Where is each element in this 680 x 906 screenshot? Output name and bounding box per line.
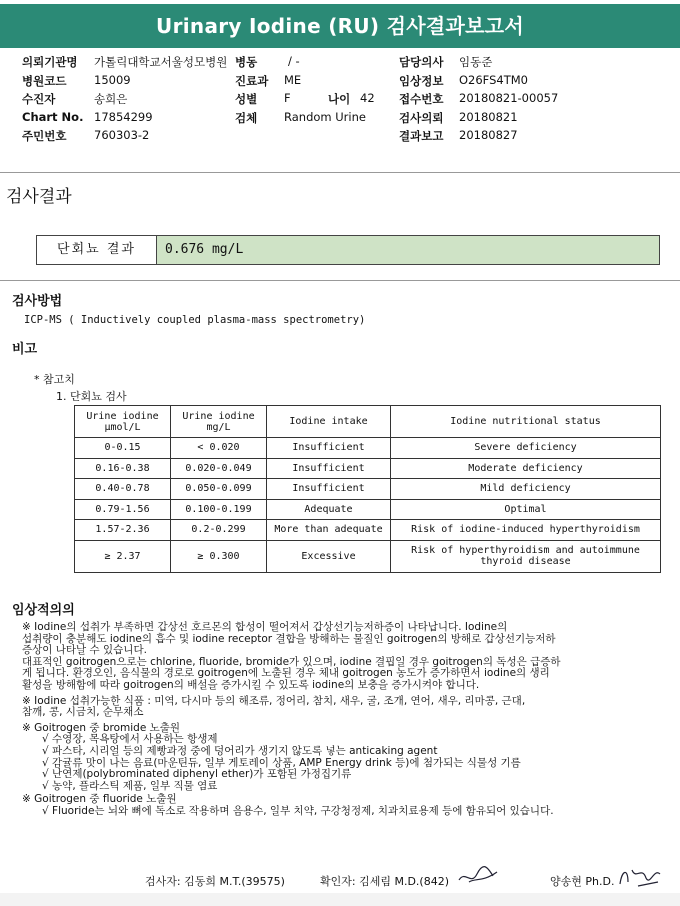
list-item: √ 수영장, 목욕탕에서 사용하는 항생제 [42, 733, 218, 746]
value-sex: F [284, 91, 291, 105]
director-name: 양송현 Ph.D. [550, 875, 615, 888]
table-cell: < 0.020 [171, 438, 267, 459]
list-item: √ 난연제(polybrominated diphenyl ether)가 포함된 가정집기류 [42, 768, 352, 781]
info-row-4 [22, 110, 672, 129]
table-row [75, 499, 661, 520]
info-row-1 [22, 54, 672, 73]
info-row-2 [22, 73, 672, 92]
table-cell: 0.16-0.38 [75, 458, 171, 479]
label-hospital-code: 병원코드 [22, 73, 67, 88]
table-cell: Insufficient [267, 438, 391, 459]
label-requesting-institution: 의뢰기관명 [22, 55, 78, 69]
column-header: Iodine intake [267, 406, 391, 438]
fluoride-list [22, 806, 672, 818]
column-header: Iodine nutritional status [391, 406, 661, 438]
clinical-paragraph: ※ Iodine의 섭취가 부족하면 갑상선 호르몬의 합성이 떨어져서 갑상선기능저하증이 나타납니다. Iodine의 섭취량이 충분해도 iodine의 흡수 및 iodine receptor 결합을 방해하는 물질인 goitrogen의 방해로 갑상선기능저하 증상이 나타날 수 있습니다. 대표적인 goitrogen으로는 chlorine, fluoride, bromide가 있으며, iodine 결핍일 경우 goitrogen의 독성은 급증하 게 됩니다. 환경오인, 음식물의 경로로 goitrogen에 노출된 경우 체내 goitrogen 농도가 증가하면서 iodine의 생리 활성을 방해함에 따라 goitrogen의 배설을 증가시킬 수 있도록 iodine의 보충을 증가시켜야 합니다. [22, 621, 561, 691]
value-test-request-date: 20180821 [459, 109, 518, 124]
clinical-notes [22, 622, 672, 818]
label-attending-doctor: 담당의사 [399, 55, 444, 69]
label-age: 나이 [328, 92, 351, 106]
result-box [36, 235, 660, 265]
result-heading: 검사결과 [6, 187, 72, 207]
table-cell: Adequate [267, 499, 391, 520]
bromide-list [22, 734, 672, 792]
value-result-report-date: 20180827 [459, 128, 518, 142]
table-row [75, 458, 661, 479]
label-ward: 병동 [235, 55, 258, 69]
list-item: √ 파스타, 시리얼 등의 제빵과정 중에 덩어리가 생기지 않도록 넣는 anticaking agent [42, 744, 438, 757]
table-cell: Insufficient [267, 479, 391, 500]
table-cell: Optimal [391, 499, 661, 520]
value-specimen: Random Urine [284, 109, 366, 124]
label-specimen: 검체 [235, 110, 258, 125]
list-item: √ 농약, 플라스틱 제품, 일부 직물 염료 [42, 779, 218, 792]
value-age: 42 [360, 91, 375, 105]
table-row [75, 479, 661, 500]
value-clinical-info: O26FS4TM0 [459, 72, 528, 87]
table-cell: Excessive [267, 540, 391, 572]
label-result-report-date: 결과보고 [399, 129, 444, 143]
table-cell: Severe deficiency [391, 438, 661, 459]
patient-info [22, 54, 672, 147]
value-resident-number: 760303-2 [94, 128, 150, 142]
remarks-heading: 비고 [12, 342, 38, 357]
value-chart-no: 17854299 [94, 109, 153, 124]
value-ward: / - [288, 54, 300, 68]
signature-director [614, 860, 666, 892]
reference-table [74, 405, 661, 573]
table-cell: 0-0.15 [75, 438, 171, 459]
method-heading: 검사방법 [12, 294, 63, 309]
label-patient-name: 수진자 [22, 92, 56, 106]
info-row-3 [22, 91, 672, 110]
table-cell: 0.2-0.299 [171, 520, 267, 541]
label-chart-no: Chart No. [22, 109, 84, 124]
confirmer-name: 확인자: 김세림 M.D.(842) [320, 875, 449, 888]
column-header: Urine iodine μmol/L [75, 406, 171, 438]
table-cell: ≥ 0.300 [171, 540, 267, 572]
divider [0, 280, 680, 281]
value-department: ME [284, 72, 302, 87]
table-cell: Risk of hyperthyroidism and autoimmune thyroid disease [391, 540, 661, 572]
label-test-request-date: 검사의뢰 [399, 110, 444, 125]
single-urine-label: 1. 단회뇨 검사 [56, 390, 127, 403]
tester-name: 검사자: 김동희 M.T.(39575) [145, 875, 285, 888]
table-cell: 0.79-1.56 [75, 499, 171, 520]
column-header: Urine iodine mg/L [171, 406, 267, 438]
table-cell: Insufficient [267, 458, 391, 479]
table-cell: 0.100-0.199 [171, 499, 267, 520]
bottom-bar [0, 893, 680, 906]
clinical-paragraph: ※ Iodine 섭취가능한 식품 : 미역, 다시마 등의 해조류, 정어리, 참치, 새우, 굴, 조개, 연어, 새우, 리마콩, 근대, 참깨, 콩, 시금치, 순무채소 [22, 694, 526, 719]
label-department: 진료과 [235, 73, 269, 88]
table-row [75, 520, 661, 541]
bromide-title: ※ Goitrogen 중 bromide 노출원 [22, 721, 181, 734]
table-cell: More than adequate [267, 520, 391, 541]
table-cell: Mild deficiency [391, 479, 661, 500]
label-receipt-number: 접수번호 [399, 92, 444, 106]
value-requesting-institution: 가톨릭대학교서울성모병원 [94, 55, 228, 69]
table-cell: ≥ 2.37 [75, 540, 171, 572]
report-title: Urinary Iodine (RU) 검사결과보고서 [0, 4, 680, 48]
table-cell: 0.40-0.78 [75, 479, 171, 500]
signature-confirmer [455, 862, 501, 888]
value-attending-doctor: 임동준 [459, 55, 493, 69]
result-value: 0.676 mg/L [157, 236, 659, 264]
table-cell: 0.050-0.099 [171, 479, 267, 500]
label-sex: 성별 [235, 92, 258, 106]
label-resident-number: 주민번호 [22, 129, 67, 143]
method-text: ICP-MS ( Inductively coupled plasma-mass spectrometry) [24, 314, 366, 326]
fluoride-title: ※ Goitrogen 중 fluoride 노출원 [22, 793, 177, 806]
divider [0, 172, 680, 173]
table-cell: 0.020-0.049 [171, 458, 267, 479]
label-clinical-info: 임상정보 [399, 73, 444, 88]
value-hospital-code: 15009 [94, 72, 131, 87]
table-header-row [75, 406, 661, 438]
table-row [75, 438, 661, 459]
info-row-5 [22, 128, 672, 147]
result-label: 단회뇨 결과 [37, 236, 157, 264]
table-cell: 1.57-2.36 [75, 520, 171, 541]
clinical-heading: 임상적의의 [12, 603, 75, 618]
value-patient-name: 송희은 [94, 92, 128, 106]
reference-label: * 참고치 [34, 373, 75, 386]
list-item: √ Fluoride는 뇌와 뼈에 독소로 작용하며 음용수, 일부 치약, 구강청정제, 치과치료용제 등에 함유되어 있습니다. [42, 804, 554, 817]
table-cell: Moderate deficiency [391, 458, 661, 479]
value-receipt-number: 20180821-00057 [459, 91, 559, 105]
table-cell: Risk of iodine-induced hyperthyroidism [391, 520, 661, 541]
list-item: √ 감귤류 맛이 나는 음료(마운틴듀, 일부 게토레이 상품, AMP Energy drink 등)에 첨가되는 식물성 기름 [42, 756, 521, 769]
table-row [75, 540, 661, 572]
